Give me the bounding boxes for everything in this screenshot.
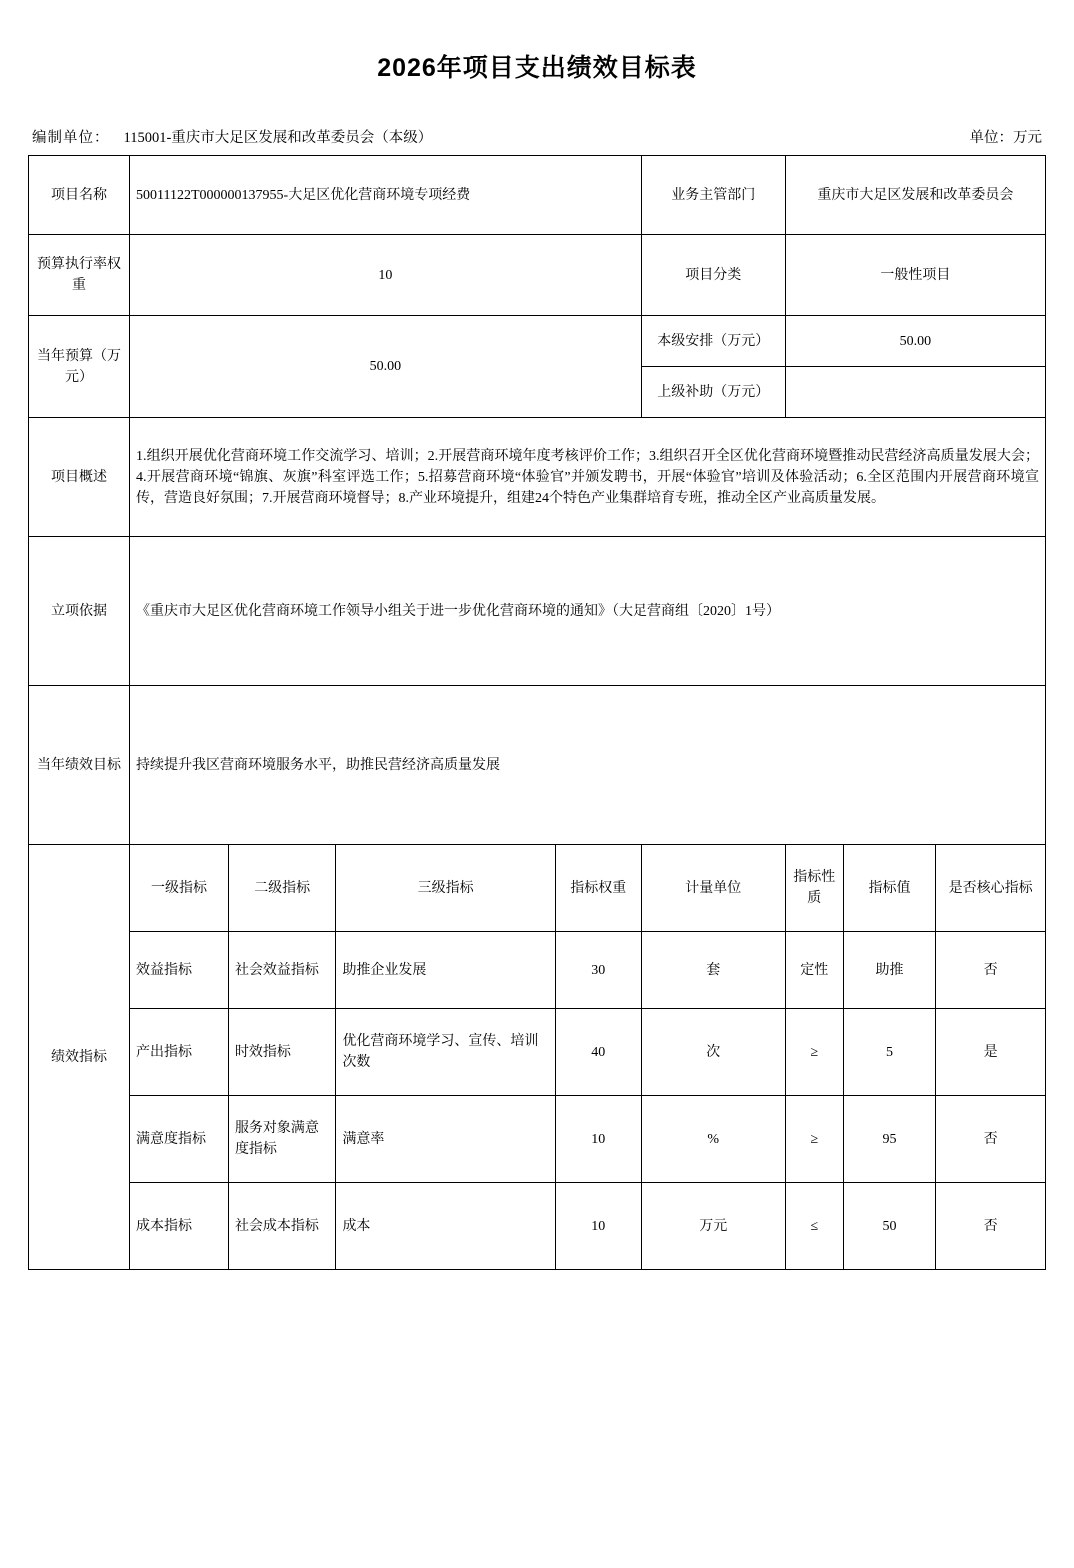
indicator-nature: ≤ bbox=[785, 1183, 843, 1270]
indicator-core: 否 bbox=[936, 932, 1046, 1009]
indicator-header-level1: 一级指标 bbox=[130, 845, 229, 932]
annual-goal-value: 持续提升我区营商环境服务水平，助推民营经济高质量发展 bbox=[130, 686, 1046, 845]
year-budget-label: 当年预算（万元） bbox=[29, 316, 130, 418]
compiling-unit-label: 编制单位： bbox=[32, 130, 110, 146]
local-arrangement-value: 50.00 bbox=[785, 316, 1045, 367]
indicator-level2: 时效指标 bbox=[228, 1009, 336, 1096]
table-row-basis bbox=[29, 537, 1046, 686]
table-row-project-name bbox=[29, 156, 1046, 235]
indicator-level2: 服务对象满意度指标 bbox=[228, 1096, 336, 1183]
indicator-unit: 套 bbox=[641, 932, 785, 1009]
currency-note: 单位：万元 bbox=[969, 130, 1042, 146]
category-label: 项目分类 bbox=[641, 235, 785, 316]
upper-subsidy-label: 上级补助（万元） bbox=[641, 367, 785, 418]
indicator-level2: 社会成本指标 bbox=[228, 1183, 336, 1270]
indicator-header-nature: 指标性质 bbox=[785, 845, 843, 932]
indicator-level1: 效益指标 bbox=[130, 932, 229, 1009]
indicator-level3: 助推企业发展 bbox=[336, 932, 555, 1009]
exec-rate-label: 预算执行率权重 bbox=[29, 235, 130, 316]
table-row-local-arrangement bbox=[29, 316, 1046, 367]
table-row-overview bbox=[29, 418, 1046, 537]
indicator-value: 助推 bbox=[843, 932, 935, 1009]
indicator-weight: 40 bbox=[555, 1009, 641, 1096]
project-name-value: 50011122T000000137955-大足区优化营商环境专项经费 bbox=[130, 156, 642, 235]
indicator-level1: 满意度指标 bbox=[130, 1096, 229, 1183]
indicator-nature: ≥ bbox=[785, 1096, 843, 1183]
table-row-execution-rate bbox=[29, 235, 1046, 316]
indicator-header-weight: 指标权重 bbox=[555, 845, 641, 932]
indicator-nature: 定性 bbox=[785, 932, 843, 1009]
annual-goal-label: 当年绩效目标 bbox=[29, 686, 130, 845]
year-budget-value: 50.00 bbox=[130, 316, 642, 418]
indicator-core: 是 bbox=[936, 1009, 1046, 1096]
basis-label: 立项依据 bbox=[29, 537, 130, 686]
page-title: 2026年项目支出绩效目标表 bbox=[377, 54, 697, 82]
indicator-nature: ≥ bbox=[785, 1009, 843, 1096]
indicator-level1: 成本指标 bbox=[130, 1183, 229, 1270]
indicator-header-unit: 计量单位 bbox=[641, 845, 785, 932]
indicator-value: 50 bbox=[843, 1183, 935, 1270]
indicator-level3: 成本 bbox=[336, 1183, 555, 1270]
category-value: 一般性项目 bbox=[785, 235, 1045, 316]
indicator-header-core: 是否核心指标 bbox=[936, 845, 1046, 932]
indicator-header-level3: 三级指标 bbox=[336, 845, 555, 932]
indicator-unit: 次 bbox=[641, 1009, 785, 1096]
indicator-value: 5 bbox=[843, 1009, 935, 1096]
indicator-unit: 万元 bbox=[641, 1183, 785, 1270]
table-row bbox=[29, 932, 1046, 1009]
overview-label: 项目概述 bbox=[29, 418, 130, 537]
table-row-indicator-headers bbox=[29, 845, 1046, 932]
indicator-level3: 满意率 bbox=[336, 1096, 555, 1183]
performance-indicator-label: 绩效指标 bbox=[29, 845, 130, 1270]
performance-goal-table bbox=[28, 155, 1046, 1270]
basis-value: 《重庆市大足区优化营商环境工作领导小组关于进一步优化营商环境的通知》（大足营商组〔2020〕1号） bbox=[130, 537, 1046, 686]
indicator-weight: 10 bbox=[555, 1183, 641, 1270]
table-row bbox=[29, 1009, 1046, 1096]
indicator-weight: 10 bbox=[555, 1096, 641, 1183]
exec-rate-value: 10 bbox=[130, 235, 642, 316]
indicator-header-level2: 二级指标 bbox=[228, 845, 336, 932]
upper-subsidy-value bbox=[785, 367, 1045, 418]
indicator-core: 否 bbox=[936, 1183, 1046, 1270]
table-row bbox=[29, 1096, 1046, 1183]
project-name-label: 项目名称 bbox=[29, 156, 130, 235]
table-row bbox=[29, 1183, 1046, 1270]
indicator-value: 95 bbox=[843, 1096, 935, 1183]
document-meta bbox=[28, 126, 1046, 147]
table-row-annual-goal bbox=[29, 686, 1046, 845]
indicator-header-value: 指标值 bbox=[843, 845, 935, 932]
local-arrangement-label: 本级安排（万元） bbox=[641, 316, 785, 367]
indicator-level1: 产出指标 bbox=[130, 1009, 229, 1096]
dept-value: 重庆市大足区发展和改革委员会 bbox=[785, 156, 1045, 235]
indicator-core: 否 bbox=[936, 1096, 1046, 1183]
indicator-level2: 社会效益指标 bbox=[228, 932, 336, 1009]
overview-value: 1.组织开展优化营商环境工作交流学习、培训；2.开展营商环境年度考核评价工作；3.组织召开全区优化营商环境暨推动民营经济高质量发展大会；4.开展营商环境“锦旗、灰旗”科室评选工作；5.招募营商环境“体验官”并颁发聘书，开展“体验官”培训及体验活动；6.全区范围内开展营商环境宣传，营造良好氛围；7.开展营商环境督导；8.产业环境提升，组建24个特色产业集群培育专班，推动全区产业高质量发展。 bbox=[130, 418, 1046, 537]
indicator-level3: 优化营商环境学习、宣传、培训次数 bbox=[336, 1009, 555, 1096]
compiling-unit bbox=[32, 126, 432, 147]
compiling-unit-value: 115001-重庆市大足区发展和改革委员会（本级） bbox=[123, 130, 433, 146]
indicator-unit: % bbox=[641, 1096, 785, 1183]
dept-label: 业务主管部门 bbox=[641, 156, 785, 235]
document-page bbox=[0, 48, 1074, 1568]
indicator-weight: 30 bbox=[555, 932, 641, 1009]
